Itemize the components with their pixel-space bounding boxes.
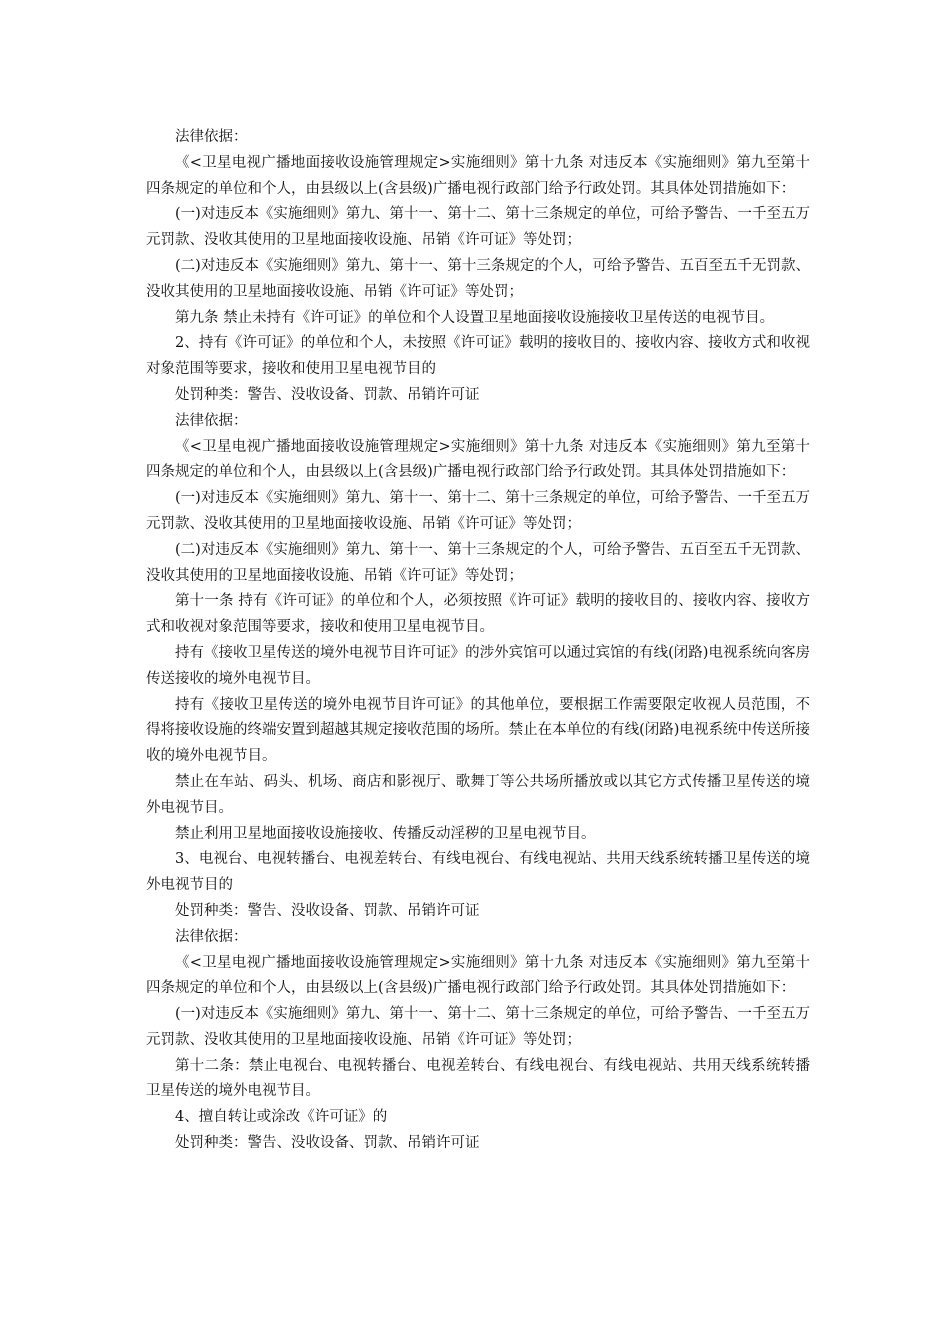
paragraph: 法律依据： bbox=[175, 928, 248, 945]
paragraph: 法律依据： bbox=[175, 129, 248, 145]
document-page bbox=[146, 125, 810, 1157]
paragraph: 3、电视台、电视转播台、电视差转台、有线电视台、有线电视站、共用天线系统转播卫星传送的境外电视节目的 bbox=[146, 851, 810, 894]
paragraph: 第十二条：禁止电视台、电视转播台、电视差转台、有线电视台、有线电视站、共用天线系统转播卫星传送的境外电视节目。 bbox=[146, 1057, 810, 1100]
paragraph: 持有《接收卫星传送的境外电视节目许可证》的涉外宾馆可以通过宾馆的有线(闭路)电视系统向客房传送接收的境外电视节目。 bbox=[146, 644, 810, 687]
paragraph: 《<卫星电视广播地面接收设施管理规定>实施细则》第十九条 对违反本《实施细则》第九至第十四条规定的单位和个人，由县级以上(含县级)广播电视行政部门给予行政处罚。其具体处罚措施如下： bbox=[146, 154, 810, 197]
paragraph: 《<卫星电视广播地面接收设施管理规定>实施细则》第十九条 对违反本《实施细则》第九至第十四条规定的单位和个人，由县级以上(含县级)广播电视行政部门给予行政处罚。其具体处罚措施如下： bbox=[146, 438, 810, 481]
paragraph: 《<卫星电视广播地面接收设施管理规定>实施细则》第十九条 对违反本《实施细则》第九至第十四条规定的单位和个人，由县级以上(含县级)广播电视行政部门给予行政处罚。其具体处罚措施如下： bbox=[146, 954, 810, 997]
paragraph: 禁止利用卫星地面接收设施接收、传播反动淫秽的卫星电视节目。 bbox=[175, 825, 596, 842]
paragraph: 第九条 禁止未持有《许可证》的单位和个人设置卫星地面接收设施接收卫星传送的电视节目。 bbox=[175, 309, 775, 326]
paragraph: 2、持有《许可证》的单位和个人，未按照《许可证》载明的接收目的、接收内容、接收方式和收视对象范围等要求，接收和使用卫星电视节目的 bbox=[146, 335, 810, 378]
paragraph: (二)对违反本《实施细则》第九、第十一、第十三条规定的个人，可给予警告、五百至五千无罚款、没收其使用的卫星地面接收设施、吊销《许可证》等处罚； bbox=[146, 257, 810, 300]
paragraph: 法律依据： bbox=[175, 412, 248, 429]
paragraph: (一)对违反本《实施细则》第九、第十一、第十二、第十三条规定的单位，可给予警告、一千至五万元罚款、没收其使用的卫星地面接收设施、吊销《许可证》等处罚； bbox=[146, 490, 810, 532]
paragraph: 4、擅自转让或涂改《许可证》的 bbox=[175, 1109, 388, 1126]
paragraph: 第十一条 持有《许可证》的单位和个人，必须按照《许可证》载明的接收目的、接收内容、接收方式和收视对象范围等要求，接收和使用卫星电视节目。 bbox=[146, 593, 810, 636]
paragraph: (一)对违反本《实施细则》第九、第十一、第十二、第十三条规定的单位，可给予警告、一千至五万元罚款、没收其使用的卫星地面接收设施、吊销《许可证》等处罚； bbox=[146, 1006, 810, 1048]
paragraph: 处罚种类：警告、没收设备、罚款、吊销许可证 bbox=[175, 386, 480, 403]
paragraph: (一)对违反本《实施细则》第九、第十一、第十二、第十三条规定的单位，可给予警告、一千至五万元罚款、没收其使用的卫星地面接收设施、吊销《许可证》等处罚； bbox=[146, 206, 810, 249]
paragraph: 持有《接收卫星传送的境外电视节目许可证》的其他单位，要根据工作需要限定收视人员范围，不得将接收设施的终端安置到超越其规定接收范围的场所。禁止在本单位的有线(闭路)电视系统中传送所接收的境外电视节目。 bbox=[146, 696, 810, 765]
paragraph: (二)对违反本《实施细则》第九、第十一、第十三条规定的个人，可给予警告、五百至五千无罚款、没收其使用的卫星地面接收设施、吊销《许可证》等处罚； bbox=[146, 541, 810, 584]
paragraph: 处罚种类：警告、没收设备、罚款、吊销许可证 bbox=[175, 1135, 480, 1152]
paragraph: 禁止在车站、码头、机场、商店和影视厅、歌舞丁等公共场所播放或以其它方式传播卫星传送的境外电视节目。 bbox=[146, 773, 810, 816]
paragraph: 处罚种类：警告、没收设备、罚款、吊销许可证 bbox=[175, 902, 480, 919]
